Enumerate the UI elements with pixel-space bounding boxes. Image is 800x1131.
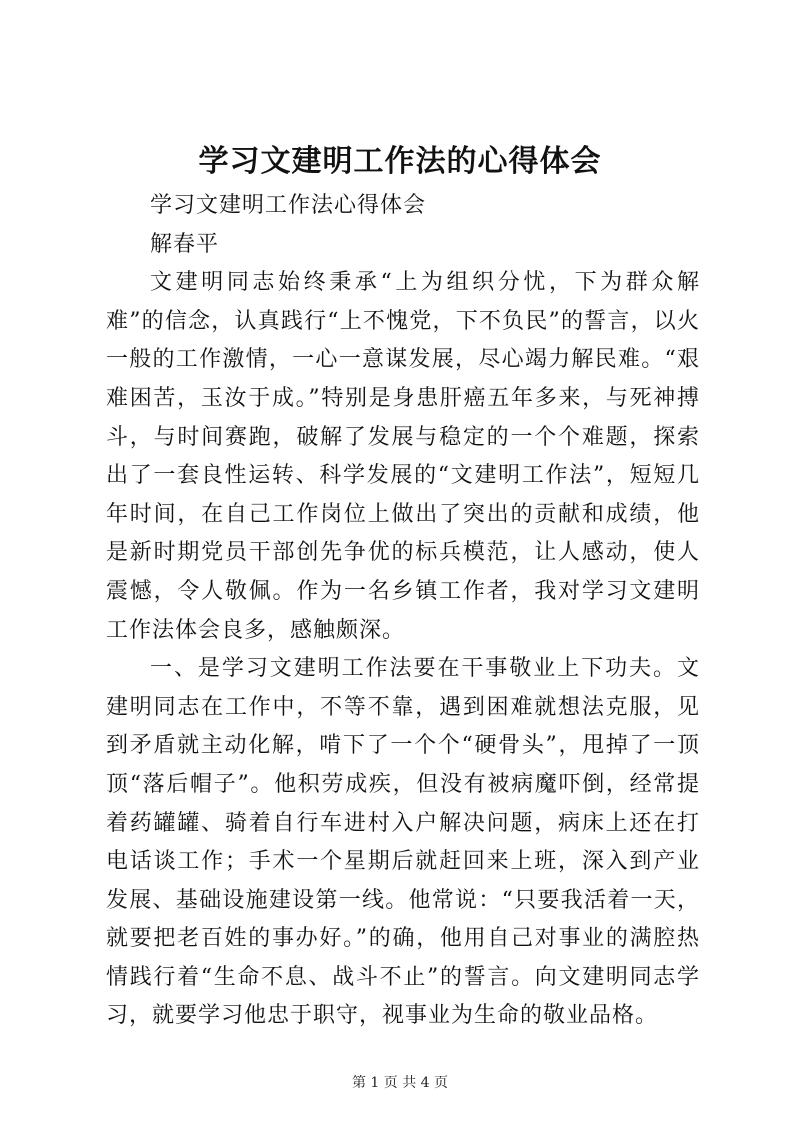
page-footer: 第 1 页 共 4 页: [351, 1075, 449, 1091]
subtitle-line: 学习文建明工作法心得体会: [150, 193, 427, 218]
document-body: [106, 187, 700, 1036]
body-paragraph: 文建明同志始终秉承“上为组织分忧，下为群众解难”的信念，认真践行“上不愧党，下不负民”的誓言，以火一般的工作激情，一心一意谋发展，尽心竭力解民难。“艰难困苦，玉汝于成。”特别是身患肝癌五年多来，与死神搏斗，与时间赛跑，破解了发展与稳定的一个个难题，探索出了一套良性运转、科学发展的“文建明工作法”，短短几年时间，在自己工作岗位上做出了突出的贡献和成绩，他是新时期党员干部创先争优的标兵模范，让人感动，使人震憾，令人敬佩。作为一名乡镇工作者，我对学习文建明工作法体会良多，感触颇深。: [106, 270, 700, 643]
body-paragraph: 一、是学习文建明工作法要在干事敬业上下功夫。文建明同志在工作中，不等不靠，遇到困难就想法克服，见到矛盾就主动化解，啃下了一个个“硬骨头”，甩掉了一顶顶“落后帽子”。他积劳成疾，但没有被病魔吓倒，经常提着药罐罐、骑着自行车进村入户解决问题，病床上还在打电话谈工作；手术一个星期后就赶回来上班，深入到产业发展、基础设施建设第一线。他常说：“只要我活着一天，就要把老百姓的事办好。”的确，他用自己对事业的满腔热情践行着“生命不息、战斗不止”的誓言。向文建明同志学习，就要学习他忠于职守，视事业为生命的敬业品格。: [106, 656, 700, 1029]
author-line: 解春平: [150, 231, 220, 257]
document-title: 学习文建明工作法的心得体会: [198, 144, 602, 179]
